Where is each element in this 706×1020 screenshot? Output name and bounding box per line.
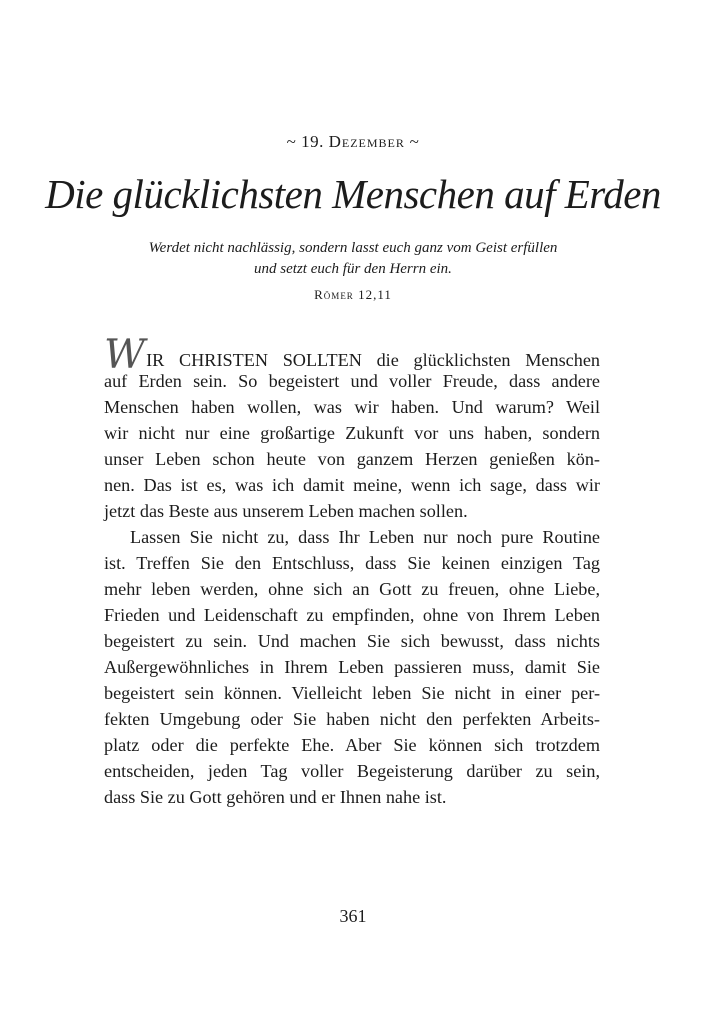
text-line: ist. Treffen Sie den Entschluss, dass Sie keinen einzigen Tag [104,553,600,573]
text-line: begeistert sein können. Vielleicht leben Sie nicht in einer per- [104,683,600,703]
text-line: fekten Umgebung oder Sie haben nicht den perfekten Arbeits- [104,709,600,729]
text-line-content: IR CHRISTEN SOLLTEN die glücklichsten Menschen [146,350,600,370]
dropcap-letter: W [104,332,146,378]
text-line: jetzt das Beste aus unserem Leben machen sollen. [104,501,468,521]
text-line: Lassen Sie nicht zu, dass Ihr Leben nur noch pure Routine [130,527,600,547]
date-heading [0,132,706,152]
verse-line: Werdet nicht nachlässig, sondern lasst euch ganz vom Geist erfüllen [148,240,558,256]
bible-verse [0,238,706,280]
text-line: platz oder die perfekte Ehe. Aber Sie können sich trotzdem [104,735,600,755]
page-title: Die glücklichsten Menschen auf Erden [45,171,661,217]
text-line: Außergewöhnliches in Ihrem Leben passieren muss, damit Sie [104,657,600,677]
verse-line: und setzt euch für den Herrn ein. [254,261,452,277]
text-line: wir nicht nur eine großartige Zukunft vor uns haben, sondern [104,423,600,443]
text-line: entscheiden, jeden Tag voller Begeisterung darüber zu sein, [104,761,600,781]
page-number: 361 [339,906,367,926]
text-line: Frieden und Leidenschaft zu empfinden, ohne von Ihrem Leben [104,605,600,625]
text-line: begeistert zu sein. Und machen Sie sich bewusst, dass nichts [104,631,600,651]
text-line: auf Erden sein. So begeistert und voller Freude, dass andere [104,371,600,391]
date-prefix: ~ 19. [286,132,329,151]
text-line: Menschen haben wollen, was wir haben. Und warum? Weil [104,397,600,417]
text-line: dass Sie zu Gott gehören und er Ihnen nahe ist. [104,787,447,807]
text-line: mehr leben werden, ohne sich an Gott zu freuen, ohne Liebe, [104,579,600,599]
text-line: nen. Das ist es, was ich damit meine, wenn ich sage, dass wir [104,475,600,495]
text-line [104,332,600,378]
body-text [104,332,600,810]
date-month: Dezember [328,132,405,151]
text-line: unser Leben schon heute von ganzem Herzen genießen kön- [104,449,600,469]
date-suffix: ~ [404,132,420,151]
verse-reference: Römer 12,11 [314,287,392,302]
